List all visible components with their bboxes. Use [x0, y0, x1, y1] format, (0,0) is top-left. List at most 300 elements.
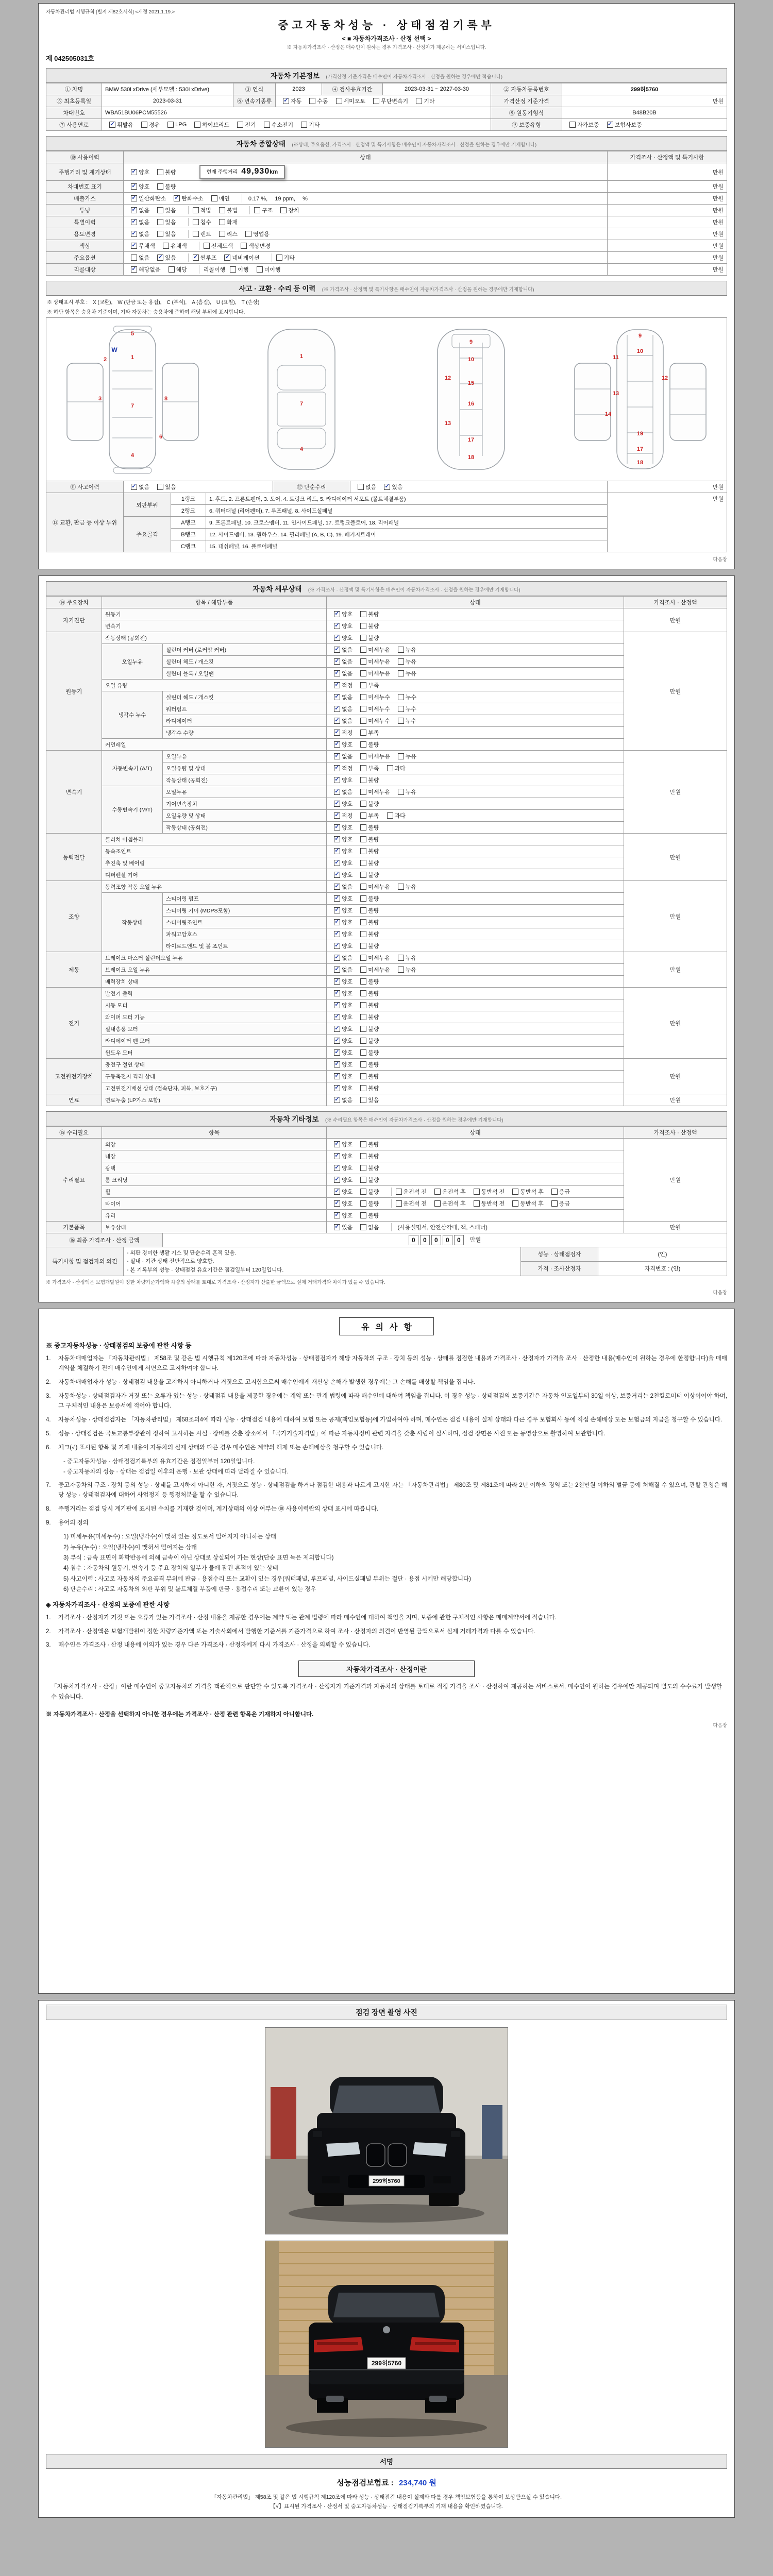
checkbox-option[interactable] — [360, 1096, 379, 1104]
checkbox-box — [416, 98, 422, 104]
checkbox-option[interactable] — [360, 977, 379, 986]
checkbox-option[interactable] — [193, 206, 211, 214]
checkbox-option[interactable] — [334, 930, 352, 938]
checkbox-option[interactable] — [334, 764, 352, 772]
checkbox-option[interactable] — [373, 97, 408, 105]
checkbox-option[interactable] — [157, 483, 176, 491]
checkbox-label: 양호 — [342, 1014, 353, 1021]
checkbox-box: ✓ — [334, 1212, 340, 1218]
checkbox-option[interactable] — [334, 717, 352, 725]
table-row — [46, 264, 727, 276]
checkbox-option[interactable] — [334, 977, 352, 986]
fuel-type — [102, 119, 491, 131]
notice-item — [46, 1415, 727, 1425]
part-number-marker: 12 — [444, 375, 451, 381]
price-cell: 만원 — [608, 264, 727, 276]
checkbox-option[interactable] — [512, 1188, 544, 1196]
checkbox-label: 양호 — [342, 825, 353, 831]
checkbox-box: ✓ — [131, 195, 137, 201]
checkbox-option[interactable] — [334, 811, 352, 820]
checkbox-option[interactable] — [398, 646, 416, 654]
checkbox-option[interactable] — [254, 206, 273, 214]
checkbox-option[interactable] — [131, 483, 149, 491]
checkbox-option[interactable] — [334, 669, 352, 677]
checkbox-option[interactable] — [174, 194, 204, 202]
checkbox-option[interactable] — [360, 800, 379, 808]
checkbox-label: 불량 — [368, 979, 379, 985]
check-group — [330, 1096, 391, 1104]
checkbox-option[interactable] — [360, 1048, 379, 1057]
checkbox-label: 하이브리드 — [202, 122, 230, 128]
check-group — [330, 657, 428, 666]
checkbox-label: 없음 — [342, 671, 353, 677]
checkbox-box: ✓ — [334, 883, 340, 889]
checkbox-box: ✓ — [384, 483, 390, 489]
column-header: 항목 — [102, 1127, 327, 1139]
checkbox-option[interactable] — [334, 705, 352, 713]
checkbox-option[interactable] — [384, 483, 402, 491]
table-row — [46, 181, 727, 193]
checkbox-option[interactable] — [334, 610, 352, 618]
checkbox-option[interactable] — [334, 1223, 352, 1231]
checkbox-label: LPG — [175, 122, 187, 128]
checkbox-option[interactable] — [334, 989, 352, 997]
checkbox-option[interactable] — [360, 681, 379, 689]
checkbox-option[interactable] — [241, 242, 271, 250]
checkbox-option[interactable] — [360, 1176, 379, 1184]
checkbox-option[interactable] — [360, 883, 390, 891]
checkbox-box — [360, 978, 366, 985]
price-cell: 만원 — [608, 181, 727, 193]
checkbox-option[interactable] — [334, 776, 352, 784]
checkbox-option[interactable] — [398, 705, 416, 713]
checkbox-option[interactable] — [387, 811, 406, 820]
checkbox-option[interactable] — [109, 121, 133, 129]
section-title: 자동차 종합상태 — [236, 140, 285, 148]
checkbox-option[interactable] — [396, 1188, 427, 1196]
checkbox-box — [551, 1189, 558, 1195]
checkbox-label: 없음 — [342, 1097, 353, 1104]
checkbox-option[interactable] — [607, 121, 642, 129]
state-cell — [327, 1139, 624, 1150]
checkbox-option[interactable] — [360, 859, 379, 867]
checkbox-box: ✓ — [334, 741, 340, 747]
check-group — [330, 669, 428, 677]
checkbox-box — [398, 718, 404, 724]
checkbox-option[interactable] — [334, 788, 352, 796]
check-group — [279, 97, 446, 105]
checkbox-option[interactable] — [334, 1188, 352, 1196]
checkbox-label: 적정 — [342, 730, 353, 736]
checkbox-option[interactable] — [512, 1199, 544, 1208]
checkbox-option[interactable] — [398, 883, 416, 891]
final-price-value — [163, 1233, 727, 1247]
table-row — [46, 1094, 727, 1106]
price-cell: 만원 — [624, 608, 727, 632]
checkbox-option[interactable] — [131, 218, 149, 226]
checkbox-option[interactable] — [334, 728, 352, 737]
item-label: 오일유량 및 상태 — [163, 810, 327, 822]
column-header: 가격조사 · 산정액 — [624, 597, 727, 608]
checkbox-option[interactable] — [334, 800, 352, 808]
checkbox-option[interactable] — [157, 253, 176, 262]
checkbox-option[interactable] — [334, 1013, 352, 1021]
checkbox-option[interactable] — [257, 265, 281, 274]
checkbox-option[interactable] — [360, 1037, 379, 1045]
transmission-type — [276, 95, 491, 107]
checkbox-box: ✓ — [110, 121, 115, 127]
checkbox-option[interactable] — [360, 669, 390, 677]
checkbox-option[interactable] — [334, 1140, 352, 1148]
checkbox-option[interactable] — [334, 835, 352, 843]
checkbox-box — [131, 255, 137, 261]
checkbox-option[interactable] — [360, 1199, 379, 1208]
checkbox-label: 있음 — [165, 255, 176, 261]
rank-label: 1랭크 — [171, 493, 206, 505]
checkbox-option[interactable] — [193, 230, 211, 238]
checkbox-label: 전체도색 — [211, 243, 233, 249]
checkbox-option[interactable] — [360, 1013, 379, 1021]
notice-text: 체크(✓) 표시된 항목 및 기재 내용이 자동차의 실제 상태와 다른 경우 매수인은 계약의 해제 또는 손해배상을 청구할 수 있습니다. — [58, 1444, 384, 1451]
checkbox-option[interactable] — [157, 168, 176, 176]
checkbox-option[interactable] — [334, 1199, 352, 1208]
checkbox-option[interactable] — [131, 182, 149, 191]
checkbox-option[interactable] — [204, 242, 233, 250]
checkbox-option[interactable] — [360, 871, 379, 879]
checkbox-option[interactable] — [360, 740, 379, 749]
checkbox-option[interactable] — [157, 218, 176, 226]
checkbox-box — [360, 1153, 366, 1159]
checkbox-option[interactable] — [360, 1223, 379, 1231]
checkbox-option[interactable] — [334, 740, 352, 749]
checkbox-option[interactable] — [360, 1140, 379, 1148]
checkbox-box: ✓ — [334, 942, 340, 948]
checkbox-option[interactable] — [334, 965, 352, 974]
part-number-marker: 10 — [467, 357, 474, 363]
checkbox-option[interactable] — [360, 847, 379, 855]
checkbox-box — [360, 1049, 366, 1056]
checkbox-option[interactable] — [334, 942, 352, 950]
checkbox-box — [360, 919, 366, 925]
part-number-marker: 6 — [159, 434, 162, 440]
checkbox-option[interactable] — [360, 1164, 379, 1172]
checkbox-option[interactable] — [334, 1072, 352, 1080]
checkbox-option[interactable] — [360, 894, 379, 903]
sub-device-label: 냉각수 누수 — [102, 691, 163, 739]
checkbox-option[interactable] — [569, 121, 599, 129]
checkbox-option[interactable] — [360, 918, 379, 926]
check-group — [330, 859, 391, 867]
checkbox-label: 불량 — [368, 943, 379, 950]
checkbox-option[interactable] — [131, 265, 161, 274]
checkbox-option[interactable] — [169, 265, 187, 274]
checkbox-option[interactable] — [334, 1084, 352, 1092]
checkbox-option[interactable] — [551, 1199, 570, 1208]
checkbox-option[interactable] — [131, 253, 149, 262]
price-digit: 0 — [454, 1235, 464, 1245]
check-group — [330, 740, 391, 749]
checkbox-option[interactable] — [283, 97, 301, 105]
checkbox-option[interactable] — [131, 194, 166, 202]
checkbox-option[interactable] — [334, 918, 352, 926]
price-cell: 만원 — [608, 493, 727, 552]
checkbox-label: 불량 — [368, 1050, 379, 1056]
checkbox-option[interactable] — [276, 253, 295, 262]
check-group — [127, 253, 188, 262]
table-header-row — [46, 151, 727, 163]
checkbox-option[interactable] — [334, 646, 352, 654]
check-group — [330, 1037, 391, 1045]
checkbox-option[interactable] — [396, 1199, 427, 1208]
checkbox-option[interactable] — [360, 646, 390, 654]
checkbox-option[interactable] — [131, 206, 149, 214]
checkbox-option[interactable] — [360, 1072, 379, 1080]
checkbox-option[interactable] — [360, 1025, 379, 1033]
notices2-list — [46, 1613, 727, 1651]
checkbox-label: 없음 — [342, 754, 353, 760]
check-group — [330, 811, 417, 820]
checkbox-option[interactable] — [360, 1152, 379, 1160]
checkbox-label: 미세누유 — [368, 884, 390, 890]
checkbox-option[interactable] — [360, 1084, 379, 1092]
checkbox-option[interactable] — [360, 764, 379, 772]
table-row — [46, 228, 727, 240]
check-group — [330, 646, 428, 654]
checkbox-option[interactable] — [219, 230, 238, 238]
column-header: 항목 / 해당부품 — [102, 597, 327, 608]
checkbox-option[interactable] — [360, 942, 379, 950]
checkbox-box: ✓ — [334, 658, 340, 664]
checkbox-option[interactable] — [360, 788, 390, 796]
checkbox-option[interactable] — [360, 954, 390, 962]
checkbox-option[interactable] — [360, 930, 379, 938]
notice-number: 3. — [46, 1642, 51, 1649]
state-code-legend: ※ 상태표시 부호 : X (교환), W (판금 또는 용접), C (부식), A (흠집), U (요철), T (손상) — [47, 300, 260, 306]
continue-marker: 다음장 — [713, 1722, 727, 1728]
checkbox-box: ✓ — [174, 195, 179, 201]
checkbox-option[interactable] — [416, 97, 434, 105]
checkbox-option[interactable] — [194, 121, 229, 129]
sub-device-label: 수동변속기 (M/T) — [102, 786, 163, 834]
checkbox-option[interactable] — [193, 218, 211, 226]
checkbox-option[interactable] — [334, 752, 352, 760]
checkbox-option[interactable] — [360, 835, 379, 843]
notice-text: 자동차매매업자는 「자동차관리법」 제58조 및 같은 법 시행규칙 제120조에 따라 자동차성능 · 상태점검자가 해당 자동차의 구조 · 장치 등의 성능 · 상태를 점검한 내용과 가격조사 · 산정자가 가격을 조사 · 산정한 내용(매수인이 원하는 경우에 한정합니다)을 매매계약을 체결하기 전에 매수인에게 서면으로 고지하여야 합니다. — [58, 1355, 727, 1371]
checkbox-option[interactable] — [157, 230, 176, 238]
checkbox-label: 운전석 후 — [442, 1201, 466, 1207]
price-cell: 만원 — [608, 240, 727, 252]
checkbox-option[interactable] — [334, 681, 352, 689]
checkbox-option[interactable] — [360, 752, 390, 760]
checkbox-option[interactable] — [360, 811, 379, 820]
checkbox-option[interactable] — [360, 906, 379, 914]
checkbox-option[interactable] — [398, 717, 416, 725]
checkbox-option[interactable] — [157, 182, 176, 191]
checkbox-option[interactable] — [334, 1176, 352, 1184]
state-cell — [327, 1210, 624, 1222]
notice-text: 가격조사 · 산정액은 보험개발원이 정한 차량기준가액 또는 기술사회에서 발행한 기준서를 기준가격으로 하여 조사 · 산정자의 의견이 반영된 금액으로서 실제 거래가격과 다를 수 있습니다. — [58, 1628, 535, 1635]
checkbox-box — [360, 647, 366, 653]
checkbox-option[interactable] — [336, 97, 366, 105]
checkbox-option[interactable] — [334, 859, 352, 867]
checkbox-option[interactable] — [245, 230, 270, 238]
checkbox-label: 동반석 후 — [520, 1201, 544, 1207]
checkbox-option[interactable] — [131, 242, 155, 250]
checkbox-option[interactable] — [193, 253, 217, 262]
checkbox-option[interactable] — [334, 894, 352, 903]
checkbox-option[interactable] — [334, 954, 352, 962]
checkbox-option[interactable] — [334, 1025, 352, 1033]
checkbox-option[interactable] — [360, 776, 379, 784]
table-row — [46, 481, 727, 493]
overall-condition-table — [46, 151, 727, 276]
car-diagram-top-view — [221, 322, 383, 477]
checkbox-option[interactable] — [334, 693, 352, 701]
checkbox-option[interactable] — [334, 1211, 352, 1219]
checkbox-option[interactable] — [360, 1211, 379, 1219]
checkbox-option[interactable] — [163, 242, 187, 250]
checkbox-option[interactable] — [360, 728, 379, 737]
checkbox-option[interactable] — [334, 823, 352, 832]
garage-cabinet — [271, 2087, 296, 2159]
checkbox-option[interactable] — [398, 965, 416, 974]
checkbox-option[interactable] — [224, 253, 259, 262]
checkbox-option[interactable] — [398, 954, 416, 962]
checkbox-option[interactable] — [309, 97, 328, 105]
checkbox-box — [360, 706, 366, 712]
checkbox-option[interactable] — [360, 1001, 379, 1009]
checkbox-option[interactable] — [551, 1188, 570, 1196]
state-cell — [327, 691, 624, 703]
checkbox-option[interactable] — [334, 657, 352, 666]
checkbox-option[interactable] — [434, 1199, 466, 1208]
checkbox-option[interactable] — [334, 1152, 352, 1160]
checkbox-option[interactable] — [219, 218, 238, 226]
checkbox-option[interactable] — [264, 121, 294, 129]
checkbox-option[interactable] — [334, 1037, 352, 1045]
state-cell — [327, 999, 624, 1011]
checkbox-option[interactable] — [360, 823, 379, 832]
checkbox-option[interactable] — [301, 121, 320, 129]
checkbox-option[interactable] — [398, 788, 416, 796]
checkbox-option[interactable] — [360, 1060, 379, 1069]
price-digit: 0 — [443, 1235, 452, 1245]
checkbox-box — [360, 1165, 366, 1171]
checkbox-option[interactable] — [474, 1199, 505, 1208]
checkbox-box — [163, 243, 169, 249]
rank-label: B랭크 — [171, 529, 206, 540]
check-group — [330, 610, 391, 618]
notice-subline: 6) 단순수리 : 사고로 자동차의 외판 부위 및 볼트체결 부품에 판금 · 용접수리 또는 교환이 있는 경우 — [63, 1586, 316, 1593]
checkbox-option[interactable] — [334, 1096, 352, 1104]
checkbox-option[interactable] — [360, 657, 390, 666]
checkbox-option[interactable] — [334, 1164, 352, 1172]
table-row — [46, 1233, 727, 1247]
device-label: 원동기 — [46, 632, 102, 751]
check-group — [249, 206, 311, 214]
checkbox-option[interactable] — [360, 693, 390, 701]
checkbox-option[interactable] — [387, 764, 406, 772]
checkbox-option[interactable] — [360, 965, 390, 974]
checkbox-option[interactable] — [334, 1001, 352, 1009]
device-label: 고전원전기장치 — [46, 1059, 102, 1094]
checkbox-option[interactable] — [219, 206, 238, 214]
checkbox-option[interactable] — [360, 1188, 379, 1196]
checkbox-option[interactable] — [360, 622, 379, 630]
checkbox-label: 불량 — [368, 1201, 379, 1207]
checkbox-option[interactable] — [358, 483, 376, 491]
checkbox-option[interactable] — [334, 871, 352, 879]
checkbox-option[interactable] — [131, 230, 149, 238]
role-label: 가격 · 조사산정자 — [521, 1261, 598, 1276]
price-survey-note: ※ 자동차가격조사 · 산정은 매수인이 원하는 경우 가격조사 · 산정자가 제공하는 서비스입니다. — [287, 45, 486, 50]
checkbox-option[interactable] — [230, 265, 248, 274]
checkbox-option[interactable] — [334, 847, 352, 855]
checkbox-option[interactable] — [334, 622, 352, 630]
checkbox-option[interactable] — [474, 1188, 505, 1196]
section-basic-info — [46, 68, 727, 83]
notice-subline: 5) 사고이력 : 사고로 자동차의 주요골격 부위에 판금 · 용접수리 또는 교환이 있는 경우(쿼터패널, 루프패널, 사이드실패널 부위는 절단 · 용접 시에만 해당합니다) — [63, 1575, 471, 1582]
checkbox-option[interactable] — [398, 669, 416, 677]
simple-repair — [350, 481, 608, 493]
part-number-marker: 17 — [637, 446, 644, 452]
checkbox-option[interactable] — [360, 634, 379, 642]
checkbox-option[interactable] — [360, 610, 379, 618]
check-group — [391, 1199, 582, 1208]
checkbox-option[interactable] — [237, 121, 256, 129]
checkbox-option[interactable] — [434, 1188, 466, 1196]
checkbox-option[interactable] — [334, 1048, 352, 1057]
checkbox-option[interactable] — [360, 989, 379, 997]
checkbox-label: 보험사보증 — [614, 122, 642, 128]
checkbox-label: 누유 — [405, 789, 417, 795]
checkbox-option[interactable] — [167, 122, 187, 128]
checkbox-box: ✓ — [334, 1049, 340, 1055]
checkbox-option[interactable] — [334, 634, 352, 642]
check-group — [330, 764, 417, 772]
checkbox-option[interactable] — [334, 1060, 352, 1069]
checkbox-option[interactable] — [157, 206, 176, 214]
checkbox-option[interactable] — [360, 717, 390, 725]
document-number: 제 042505031호 — [46, 55, 94, 62]
checkbox-box: ✓ — [334, 1176, 340, 1182]
garage-equipment — [482, 2105, 502, 2159]
checkbox-option[interactable] — [131, 168, 149, 176]
checkbox-option[interactable] — [398, 752, 416, 760]
checkbox-option[interactable] — [141, 121, 160, 129]
checkbox-option[interactable] — [398, 657, 416, 666]
item-label: 실린더 블록 / 오일팬 — [163, 668, 327, 680]
price-survey-definition-text: 「자동차가격조사 · 산정」이란 매수인이 중고자동차의 가격을 객관적으로 판단할 수 있도록 가격조사 · 산정자가 기준가격과 자동차의 상태를 토대로 적정 가격을 조사 · 산정하여 제공하는 서비스로서, 매수인이 원하는 경우에만 제공되며 별도의 수수료가 발생할 수 있습니다. — [51, 1684, 722, 1700]
checkbox-label: 있음 — [368, 1097, 379, 1104]
checkbox-option[interactable] — [334, 883, 352, 891]
state-cell — [124, 205, 608, 216]
state-cell — [327, 632, 624, 644]
field-label: ⑨ 보증유형 — [491, 119, 562, 131]
row-label: 주요옵션 — [46, 252, 124, 264]
item-label: 변속기 — [102, 620, 327, 632]
checkbox-option[interactable] — [398, 693, 416, 701]
checkbox-option[interactable] — [334, 906, 352, 914]
state-cell — [327, 1222, 624, 1233]
checkbox-option[interactable] — [280, 206, 299, 214]
checkbox-option[interactable] — [211, 194, 230, 202]
table-row — [46, 1139, 727, 1150]
checkbox-option[interactable] — [360, 705, 390, 713]
item-label: 냉각수 수량 — [163, 727, 327, 739]
checkbox-box — [336, 98, 342, 104]
checkbox-label: 불량 — [165, 169, 176, 176]
